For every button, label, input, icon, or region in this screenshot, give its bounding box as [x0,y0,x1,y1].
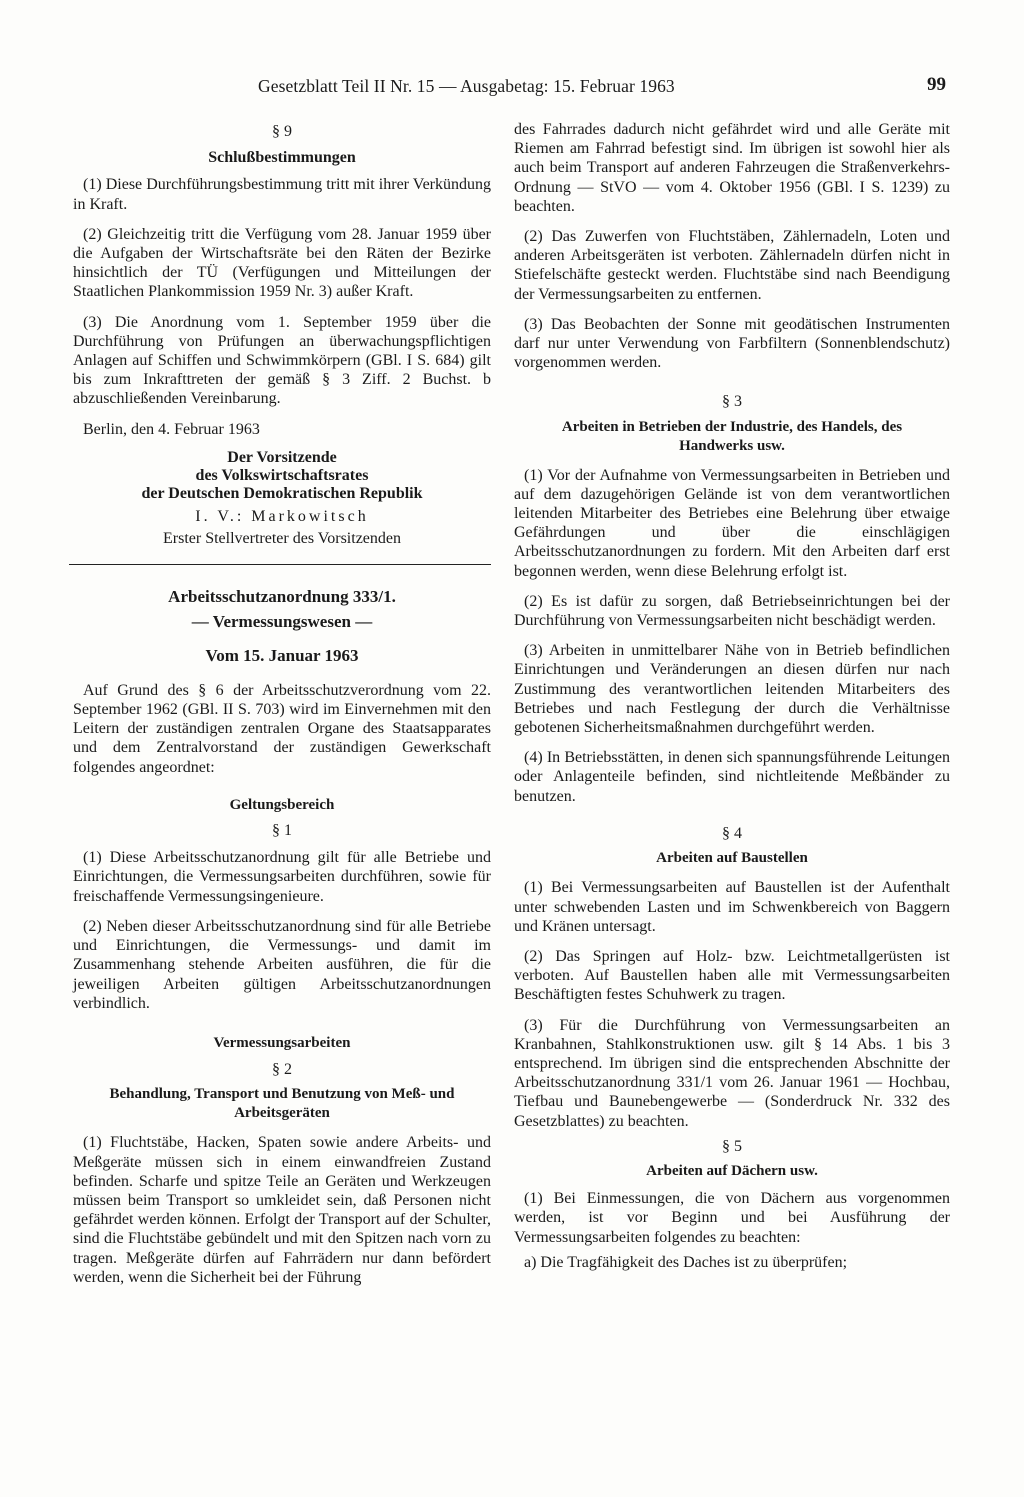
section-2-number: § 2 [272,1061,292,1079]
section-5-title: Arbeiten auf Dächern usw. [646,1162,818,1179]
signature-line: der Deutschen Demokratischen Republik [141,484,423,502]
right-column [514,120,950,1272]
section-4-title: Arbeiten auf Baustellen [656,850,808,867]
section-5-number: § 5 [722,1137,742,1155]
running-title: Gesetzblatt Teil II Nr. 15 — Ausgabetag: 15. Februar 1963 [258,76,675,96]
ordinance-subtitle: — Vermessungswesen — [191,612,373,632]
surveying-heading: Vermessungsarbeiten [213,1034,351,1051]
paragraph: (2) Gleichzeitig tritt die Verfügung vom 28. Januar 1959 über die Aufgaben der Wirtschaftsräte bei den Räten der Bezirke hinsichtlich der TÜ (Verfügungen und Mitteilungen der Staatlichen Plankommission 1959 Nr. 3) außer Kraft. [73,225,491,301]
scope-heading: Geltungsbereich [229,796,335,813]
paragraph: (1) Bei Einmessungen, die von Dächern aus vorgenommen werden, ist vor Beginn und bei Ausführung der Vermessungsarbeiten folgendes zu beachten: [514,1190,950,1246]
section-1-number: § 1 [272,822,292,840]
signature-line: des Volkswirtschaftsrates [195,466,369,484]
list-item: a) Die Tragfähigkeit des Daches ist zu überprüfen; [524,1253,848,1271]
section-4-number: § 4 [722,824,742,842]
section-9-number: § 9 [272,123,292,140]
section-divider [69,564,491,565]
place-date: Berlin, den 4. Februar 1963 [83,420,260,438]
paragraph: (1) Diese Durchführungsbestimmung tritt mit ihrer Verkündung in Kraft. [73,176,491,213]
section-3-title: Arbeiten in Betrieben der Industrie, des Handels, des Handwerks usw. [561,418,903,454]
left-column [73,120,491,1287]
ordinance-date: Vom 15. Januar 1963 [205,645,359,665]
paragraph: (1) Bei Vermessungsarbeiten auf Baustellen ist der Aufenthalt unter schwebenden Lasten und im Schwenkbereich von Baggern und Kränen untersagt. [514,879,950,935]
paragraph: (1) Fluchtstäbe, Hacken, Spaten sowie andere Arbeits- und Meßgeräte müssen sich in einem einwandfreien Zustand befinden. Scharfe und spitze Teile an Geräten und Werkzeugen müssen beim Transport so umkleidet sein, daß Personen nicht gefährdet werden können. Erfolgt der Transport auf der Schulter, sind die Fluchtstäbe gebündelt und mit den Spitzen nach vorn zu tragen. Meßgeräte dürfen auf Fahrrädern nur dann befördert werden, wenn die Sicherheit bei der Führung [73,1134,491,1286]
running-header [258,76,950,100]
section-9-title: Schlußbestimmungen [208,149,356,167]
paragraph: (2) Das Zuwerfen von Fluchtstäben, Zählernadeln, Loten und anderen Arbeitsgeräten ist verboten. Zählernadeln dürfen nicht in Stiefelschäfte gesteckt werden. Fluchtstäbe sind nach Beendigung der Vermessungsarbeiten zu entfernen. [514,228,950,303]
paragraph: (3) Das Beobachten der Sonne mit geodätischen Instrumenten darf nur unter Verwendung von Farbfiltern (Sonnenblendschutz) vorgenommen werden. [514,315,950,372]
ordinance-title: Arbeitsschutzanordnung 333/1. [168,587,396,607]
signatory-name: I. V.: Markowitsch [195,507,369,525]
preamble: Auf Grund des § 6 der Arbeitsschutzverordnung vom 22. September 1962 (GBl. II S. 703) wird im Einvernehmen mit den Leitern der zuständigen zentralen Organe des Staatsapparates und dem Zentralvorstand der zuständigen Gewerkschaft folgendes angeordnet: [73,681,491,776]
section-3-number: § 3 [722,393,742,411]
signature-line: Der Vorsitzende [227,448,337,466]
paragraph-continued: des Fahrrades dadurch nicht gefährdet wird und alle Geräte mit Riemen am Fahrrad befestigt sind. Im übrigen ist sowohl hier als auch beim Transport auf anderen Fahrzeugen die Straßenverkehrs-Ordnung — StVO — vom 4. Oktober 1956 (GBl. I S. 1239) zu beachten. [514,121,950,215]
section-2-title: Behandlung, Transport und Benutzung von Meß- und Arbeitsgeräten [109,1086,455,1122]
paragraph: (3) Die Anordnung vom 1. September 1959 über die Durchführung von Prüfungen an überwachungspflichtigen Anlagen auf Schiffen und Schwimmkörpern (GBl. I S. 684) gilt bis zum Inkrafttreten der gemäß § 3 Ziff. 2 Buchst. b abzuschließenden Vereinbarung. [73,313,491,408]
paragraph: (2) Es ist dafür zu sorgen, daß Betriebseinrichtungen bei der Durchführung von Vermessungsarbeiten nicht beschädigt werden. [514,592,950,630]
paragraph: (3) Für die Durchführung von Vermessungsarbeiten an Kranbahnen, Stahlkonstruktionen usw. gilt § 14 Abs. 1 bis 3 entsprechend. Im übrigen sind die entsprechenden Abschnitte der Arbeitsschutzanordnung 331/1 vom 26. Januar 1961 — Hochbau, Tiefbau und Baunebengewerbe — (Sonderdruck Nr. 332 des Gesetzblattes) zu beachten. [514,1016,950,1130]
paragraph: (2) Das Springen auf Holz- bzw. Leichtmetallgerüsten ist verboten. Auf Baustellen haben alle mit Vermessungsarbeiten Beschäftigten festes Schuhwerk zu tragen. [514,947,950,1004]
paragraph: (3) Arbeiten in unmittelbarer Nähe von in Betrieb befindlichen Einrichtungen und Veränderungen an diesen dürfen nur nach Zustimmung des verantwortlichen leitenden Mitarbeiters des Betriebes und nach Festlegung der durch die Verhältnisse gebotenen Sicherheitsmaßnahmen durchgeführt werden. [514,642,950,737]
paragraph: (1) Vor der Aufnahme von Vermessungsarbeiten in Betrieben und auf dem dazugehörigen Gelände ist von dem verantwortlichen leitenden Mitarbeiter des Betriebes eine Belehrung über etwaige Gefährdungen und über die einschlägigen Arbeitsschutzanordnungen zu fordern. Mit den Arbeiten darf erst begonnen werden, wenn diese Belehrung erfolgt ist. [514,466,950,580]
paragraph: (1) Diese Arbeitsschutzanordnung gilt für alle Betriebe und Einrichtungen, die Vermessungsarbeiten durchführen, sowie für freischaffende Vermessungsingenieure. [73,849,491,905]
signatory-role: Erster Stellvertreter des Vorsitzenden [163,530,401,548]
paragraph: (4) In Betriebsstätten, in denen sich spannungsführende Leitungen oder Anlagenteile befinden, sind nichtleitende Meßbänder zu benutzen. [514,749,950,805]
paragraph: (2) Neben dieser Arbeitsschutzanordnung sind für alle Betriebe und Einrichtungen, die Vermessungs- und damit im Zusammenhang stehende Arbeiten ausführen, die für die jeweiligen Arbeiten gültigen Arbeitsschutzanordnungen verbindlich. [73,917,491,1012]
page-number: 99 [927,74,946,95]
